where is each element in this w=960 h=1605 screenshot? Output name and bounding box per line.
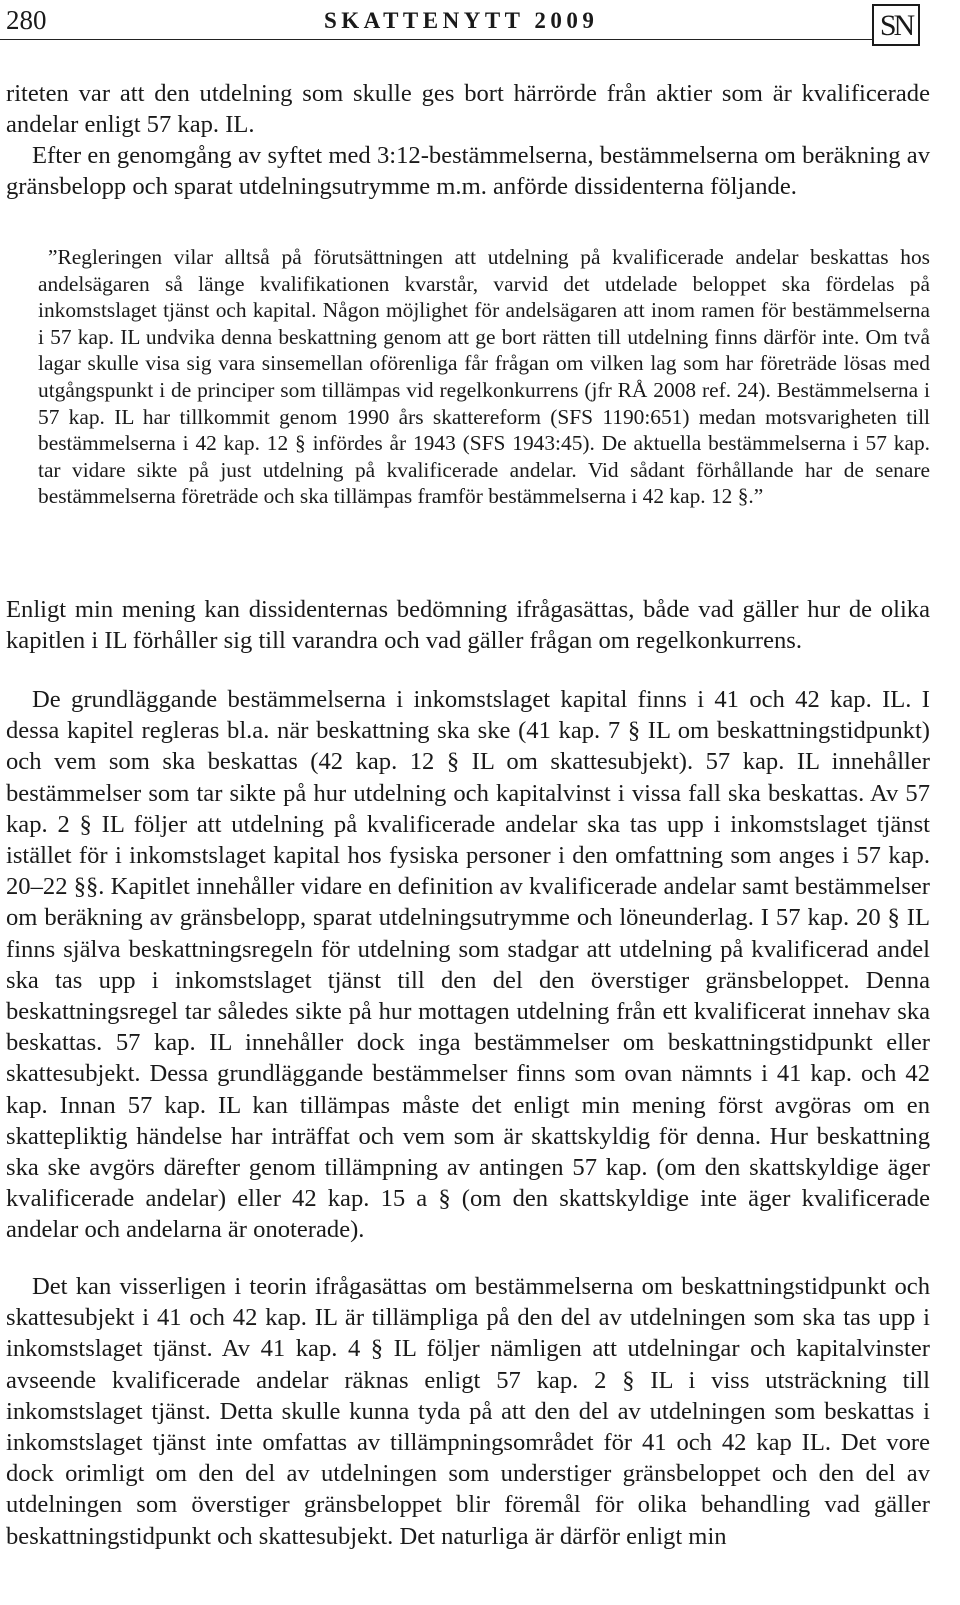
running-header: [0, 0, 960, 46]
paragraph-2: Efter en genomgång av syftet med 3:12-bestämmelserna, bestämmelserna om beräkning av gränsbelopp och sparat utdelningsutrymme m.m. anförde dissidenterna följande.: [6, 142, 930, 201]
journal-title: SKATTENYTT 2009: [324, 8, 599, 33]
paragraph-1: riteten var att den utdelning som skulle ges bort härrörde från aktier som är kvalificerade andelar enligt 57 kap. IL.: [6, 80, 930, 139]
paragraph-4: De grundläggande bestämmelserna i inkomstslaget kapital finns i 41 och 42 kap. IL. I dessa kapitel regleras bl.a. när beskattning ska ske (41 kap. 7 § IL om beskattningstidpunkt) och vem som ska beskattas (42 kap. 12 § IL om skattesubjekt). 57 kap. IL innehåller bestämmelser som tar sikte på hur utdelning och kapitalvinst i vissa fall ska beskattas. Av 57 kap. 2 § IL följer att utdelning på kvalificerade andelar ska tas upp i inkomstslaget tjänst istället för i inkomstslaget kapital hos fysiska personer i den omfattning som anges i 57 kap. 20–22 §§. Kapitlet innehåller vidare en definition av kvalificerade andelar samt bestämmelser om beräkning av gränsbelopp, sparat utdelningsutrymme och löneunderlag. I 57 kap. 20 § IL finns själva beskattningsregeln för utdelning som stadgar att utdelning på kvalificerad andel ska tas upp i inkomstslaget tjänst till den del den överstiger gränsbeloppet. Denna beskattningsregel tar således sikte på hur mottagen utdelning från ett kvalificerat innehav ska beskattas. 57 kap. IL innehåller dock inga bestämmelser om beskattningstidpunkt eller skattesubjekt. Dessa grundläggande bestämmelser finns som ovan nämnts i 41 kap. och 42 kap. Innan 57 kap. IL kan tillämpas måste det enligt min mening först avgöras om en skattepliktig händelse har inträffat och vem som är skattskyldig för denna. Hur beskattning ska ske avgörs därefter genom tillämpning av antingen 57 kap. (om den skattskyldige äger kvalificerade andelar) eller 42 kap. 15 a § (om den skattskyldige inte äger kvalificerade andelar och andelarna är onoterade).: [6, 686, 930, 1244]
page-number: 280: [6, 5, 47, 35]
sn-logo: SN: [872, 4, 920, 46]
paragraph-3: Enligt min mening kan dissidenternas bedömning ifrågasättas, både vad gäller hur de olika kapitlen i IL förhåller sig till varandra och vad gäller frågan om regelkonkurrens.: [6, 596, 930, 655]
paragraph-5: Det kan visserligen i teorin ifrågasättas om bestämmelserna om beskattningstidpunkt och skattesubjekt i 41 och 42 kap. IL är tillämpliga på den del av utdelningen som ska tas upp i inkomstslaget tjänst. Av 41 kap. 4 § IL följer nämligen att utdelningar och kapitalvinster avseende kvalificerade andelar räknas enligt 57 kap. 2 § IL i viss utsträckning till inkomstslaget tjänst. Detta skulle kunna tyda på att den del av utdelningen som beskattas i inkomstslaget tjänst inte omfattas av tillämpningsområdet för 41 och 42 kap IL. Det vore dock orimligt om den del av utdelningen som understiger gränsbeloppet och den del av utdelningen som överstiger gränsbeloppet blir föremål för olika behandling vad gäller beskattningstidpunkt och skattesubjekt. Det naturliga är därför enligt min: [6, 1273, 930, 1550]
dissent-quote: ”Regleringen vilar alltså på förutsättningen att utdelning på kvalificerade andelar beskattas hos andelsägaren så länge kvalifikationen kvarstår, varvid det utdelade beloppet ska fördelas på inkomstslaget tjänst och kapital. Någon möjlighet för andelsägaren att inom ramen för bestämmelserna i 57 kap. IL undvika denna beskattning genom att ge bort rätten till utdelning finns därför inte. Om två lagar skulle visa sig vara sinsemellan oförenliga får frågan om vilken lag som har företräde lösas med utgångspunkt i de principer som tillämpas vid regelkonkurrens (jfr RÅ 2008 ref. 24). Bestämmelserna i 57 kap. IL har tillkommit genom 1990 års skattereform (SFS 1190:651) medan motsvarigheten till bestämmelserna i 42 kap. 12 § infördes år 1943 (SFS 1943:45). De aktuella bestämmelserna i 57 kap. tar vidare sikte på just utdelning på kvalificerade andelar. Vid sådant förhållande har de senare bestämmelserna företräde och ska tillämpas framför bestämmelserna i 42 kap. 12 §.”: [38, 245, 930, 509]
header-rule: [0, 39, 878, 40]
